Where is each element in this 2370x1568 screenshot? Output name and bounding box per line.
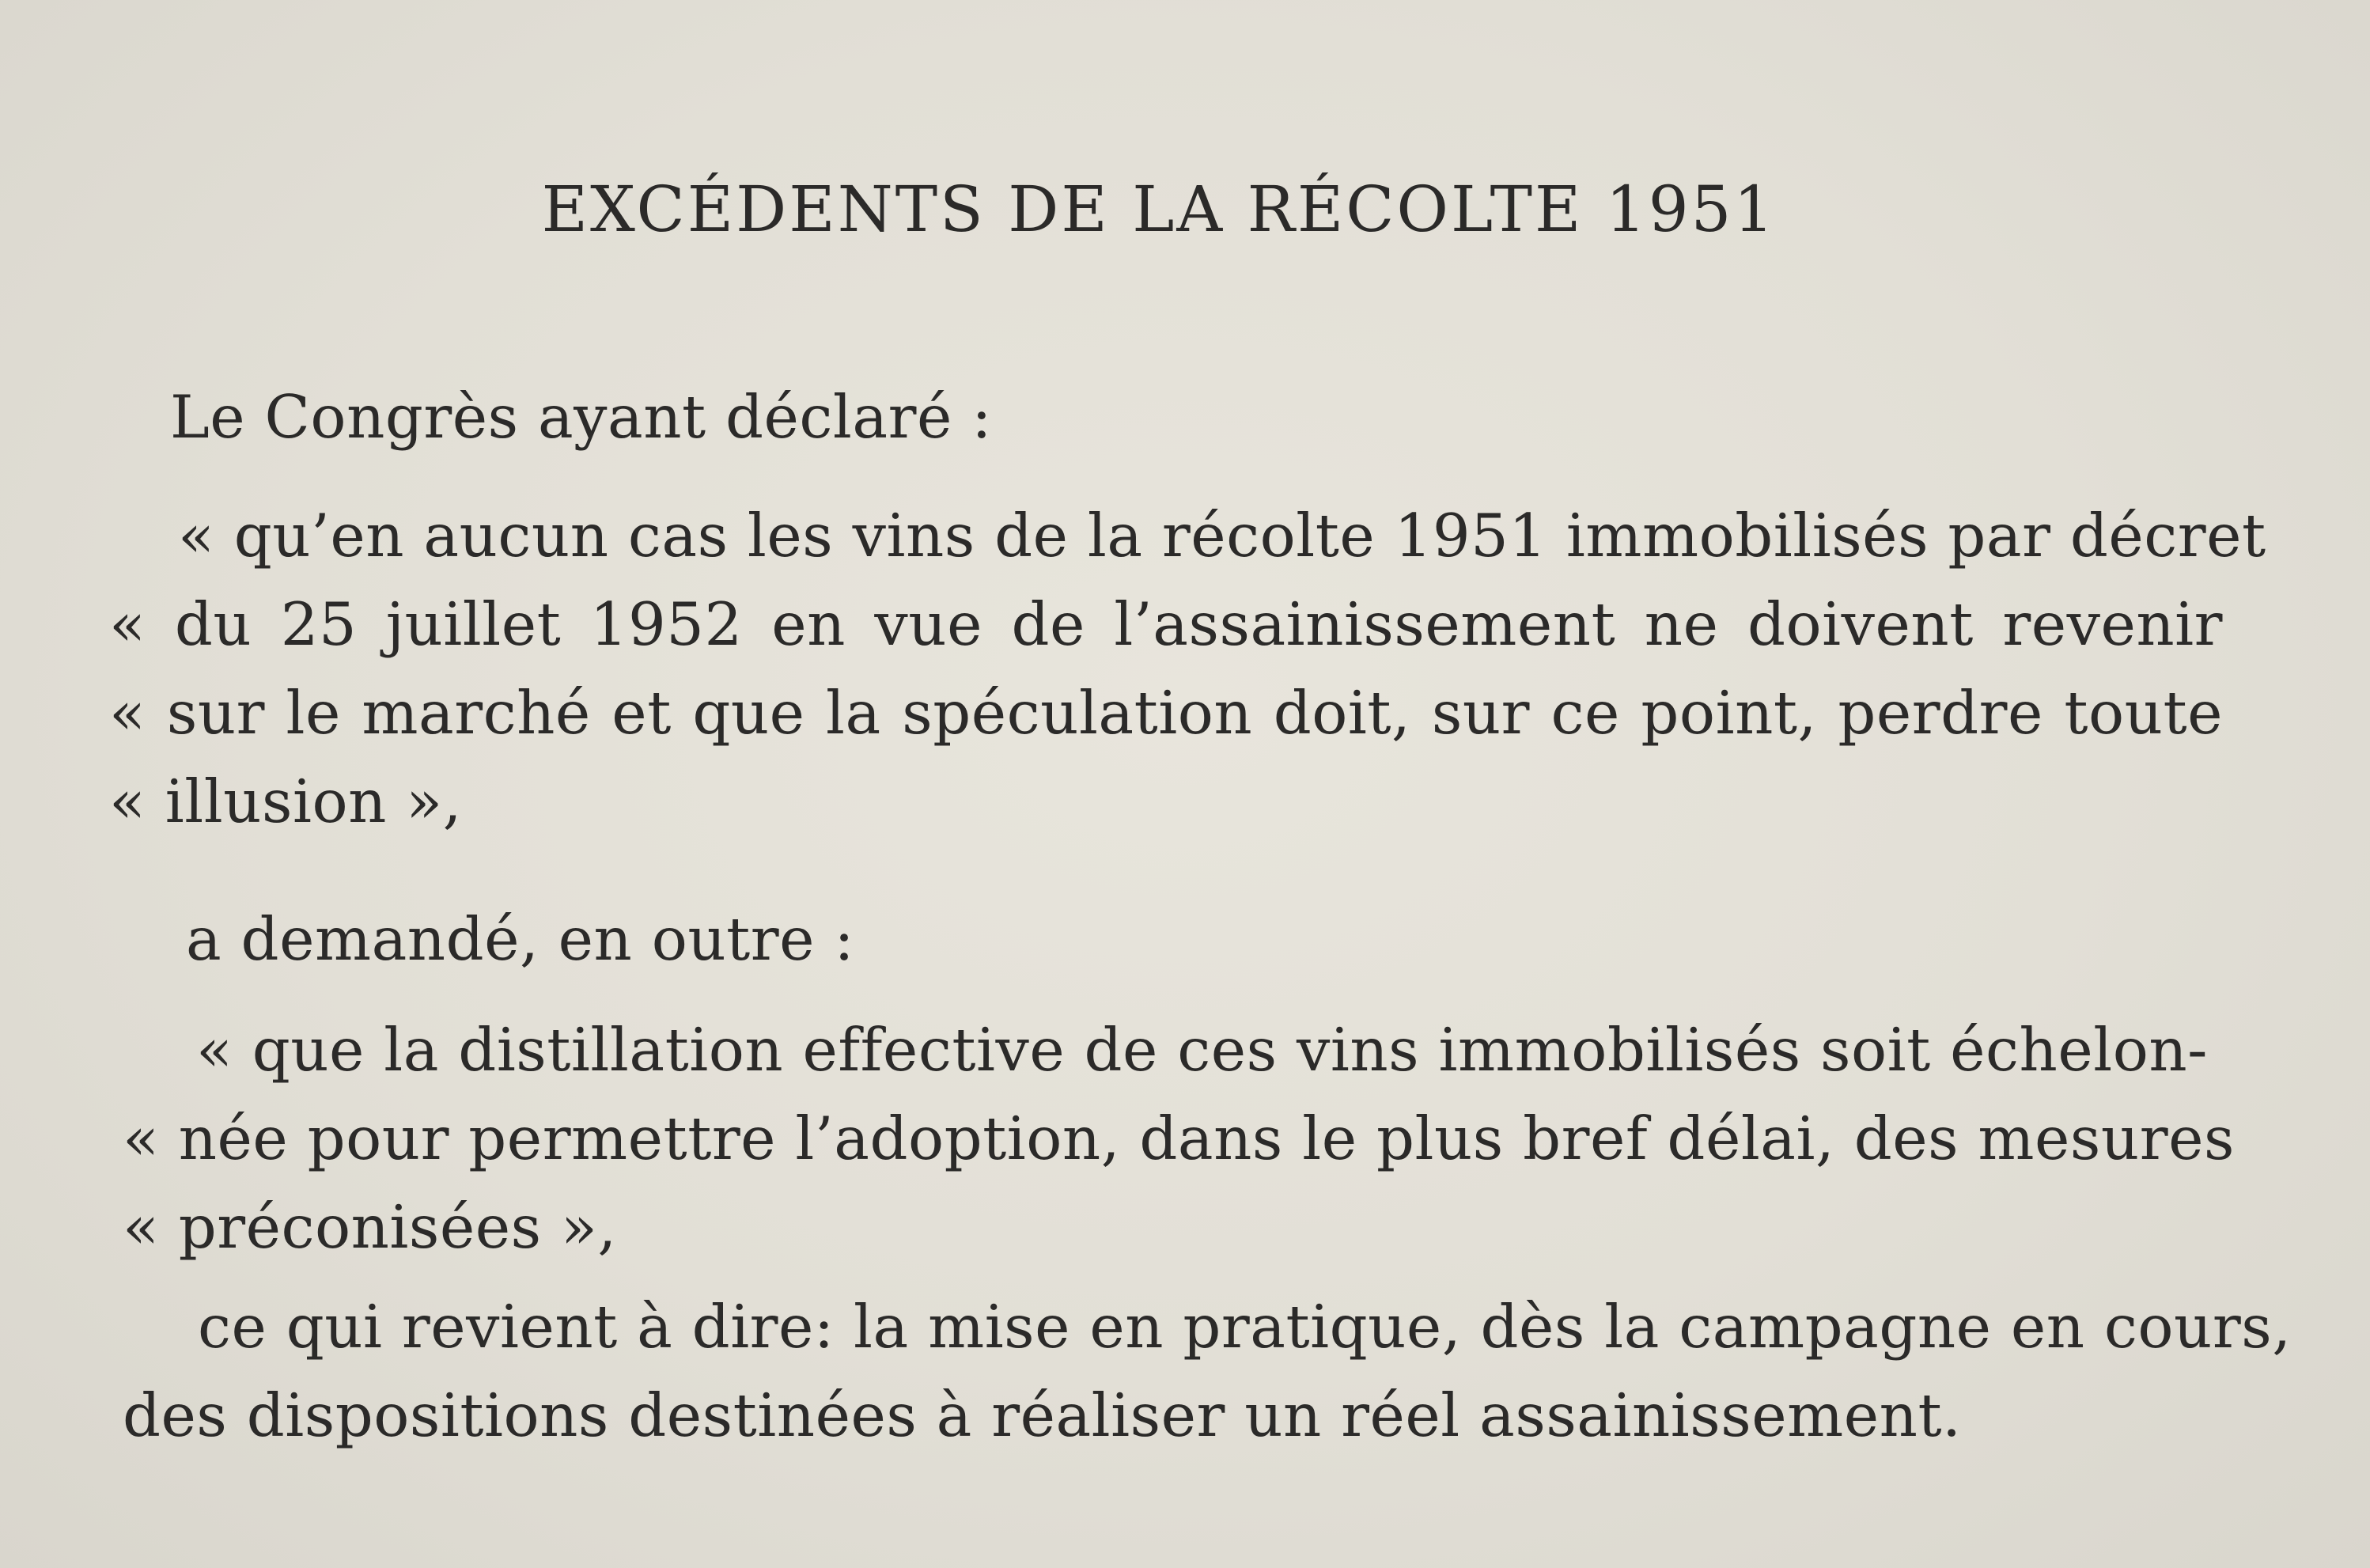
quote1-line4: « illusion », xyxy=(109,767,462,836)
quote1-line1: « qu’en aucun cas les vins de la récolte 1951 immobilisés par décret xyxy=(178,501,2266,570)
quote2-line1: « que la distillation effective de ces vins immobilisés soit échelon- xyxy=(196,1015,2209,1085)
conclusion-line1: ce qui revient à dire: la mise en pratique, dès la campagne en cours, xyxy=(198,1292,2292,1362)
quote2-line2: « née pour permettre l’adoption, dans le plus bref délai, des mesures xyxy=(123,1104,2235,1173)
intro-paragraph: Le Congrès ayant déclaré : xyxy=(170,382,992,452)
section-title: EXCÉDENTS DE LA RÉCOLTE 1951 xyxy=(541,172,1777,246)
quote1-line3: « sur le marché et que la spéculation doit, sur ce point, perdre toute xyxy=(109,678,2223,748)
demand-paragraph: a demandé, en outre : xyxy=(186,904,855,974)
quote2-line3: « préconisées », xyxy=(123,1192,617,1262)
conclusion-line2: des dispositions destinées à réaliser un réel assainissement. xyxy=(123,1381,1962,1450)
quote1-line2: « du 25 juillet 1952 en vue de l’assainissement ne doivent revenir xyxy=(109,589,2223,659)
